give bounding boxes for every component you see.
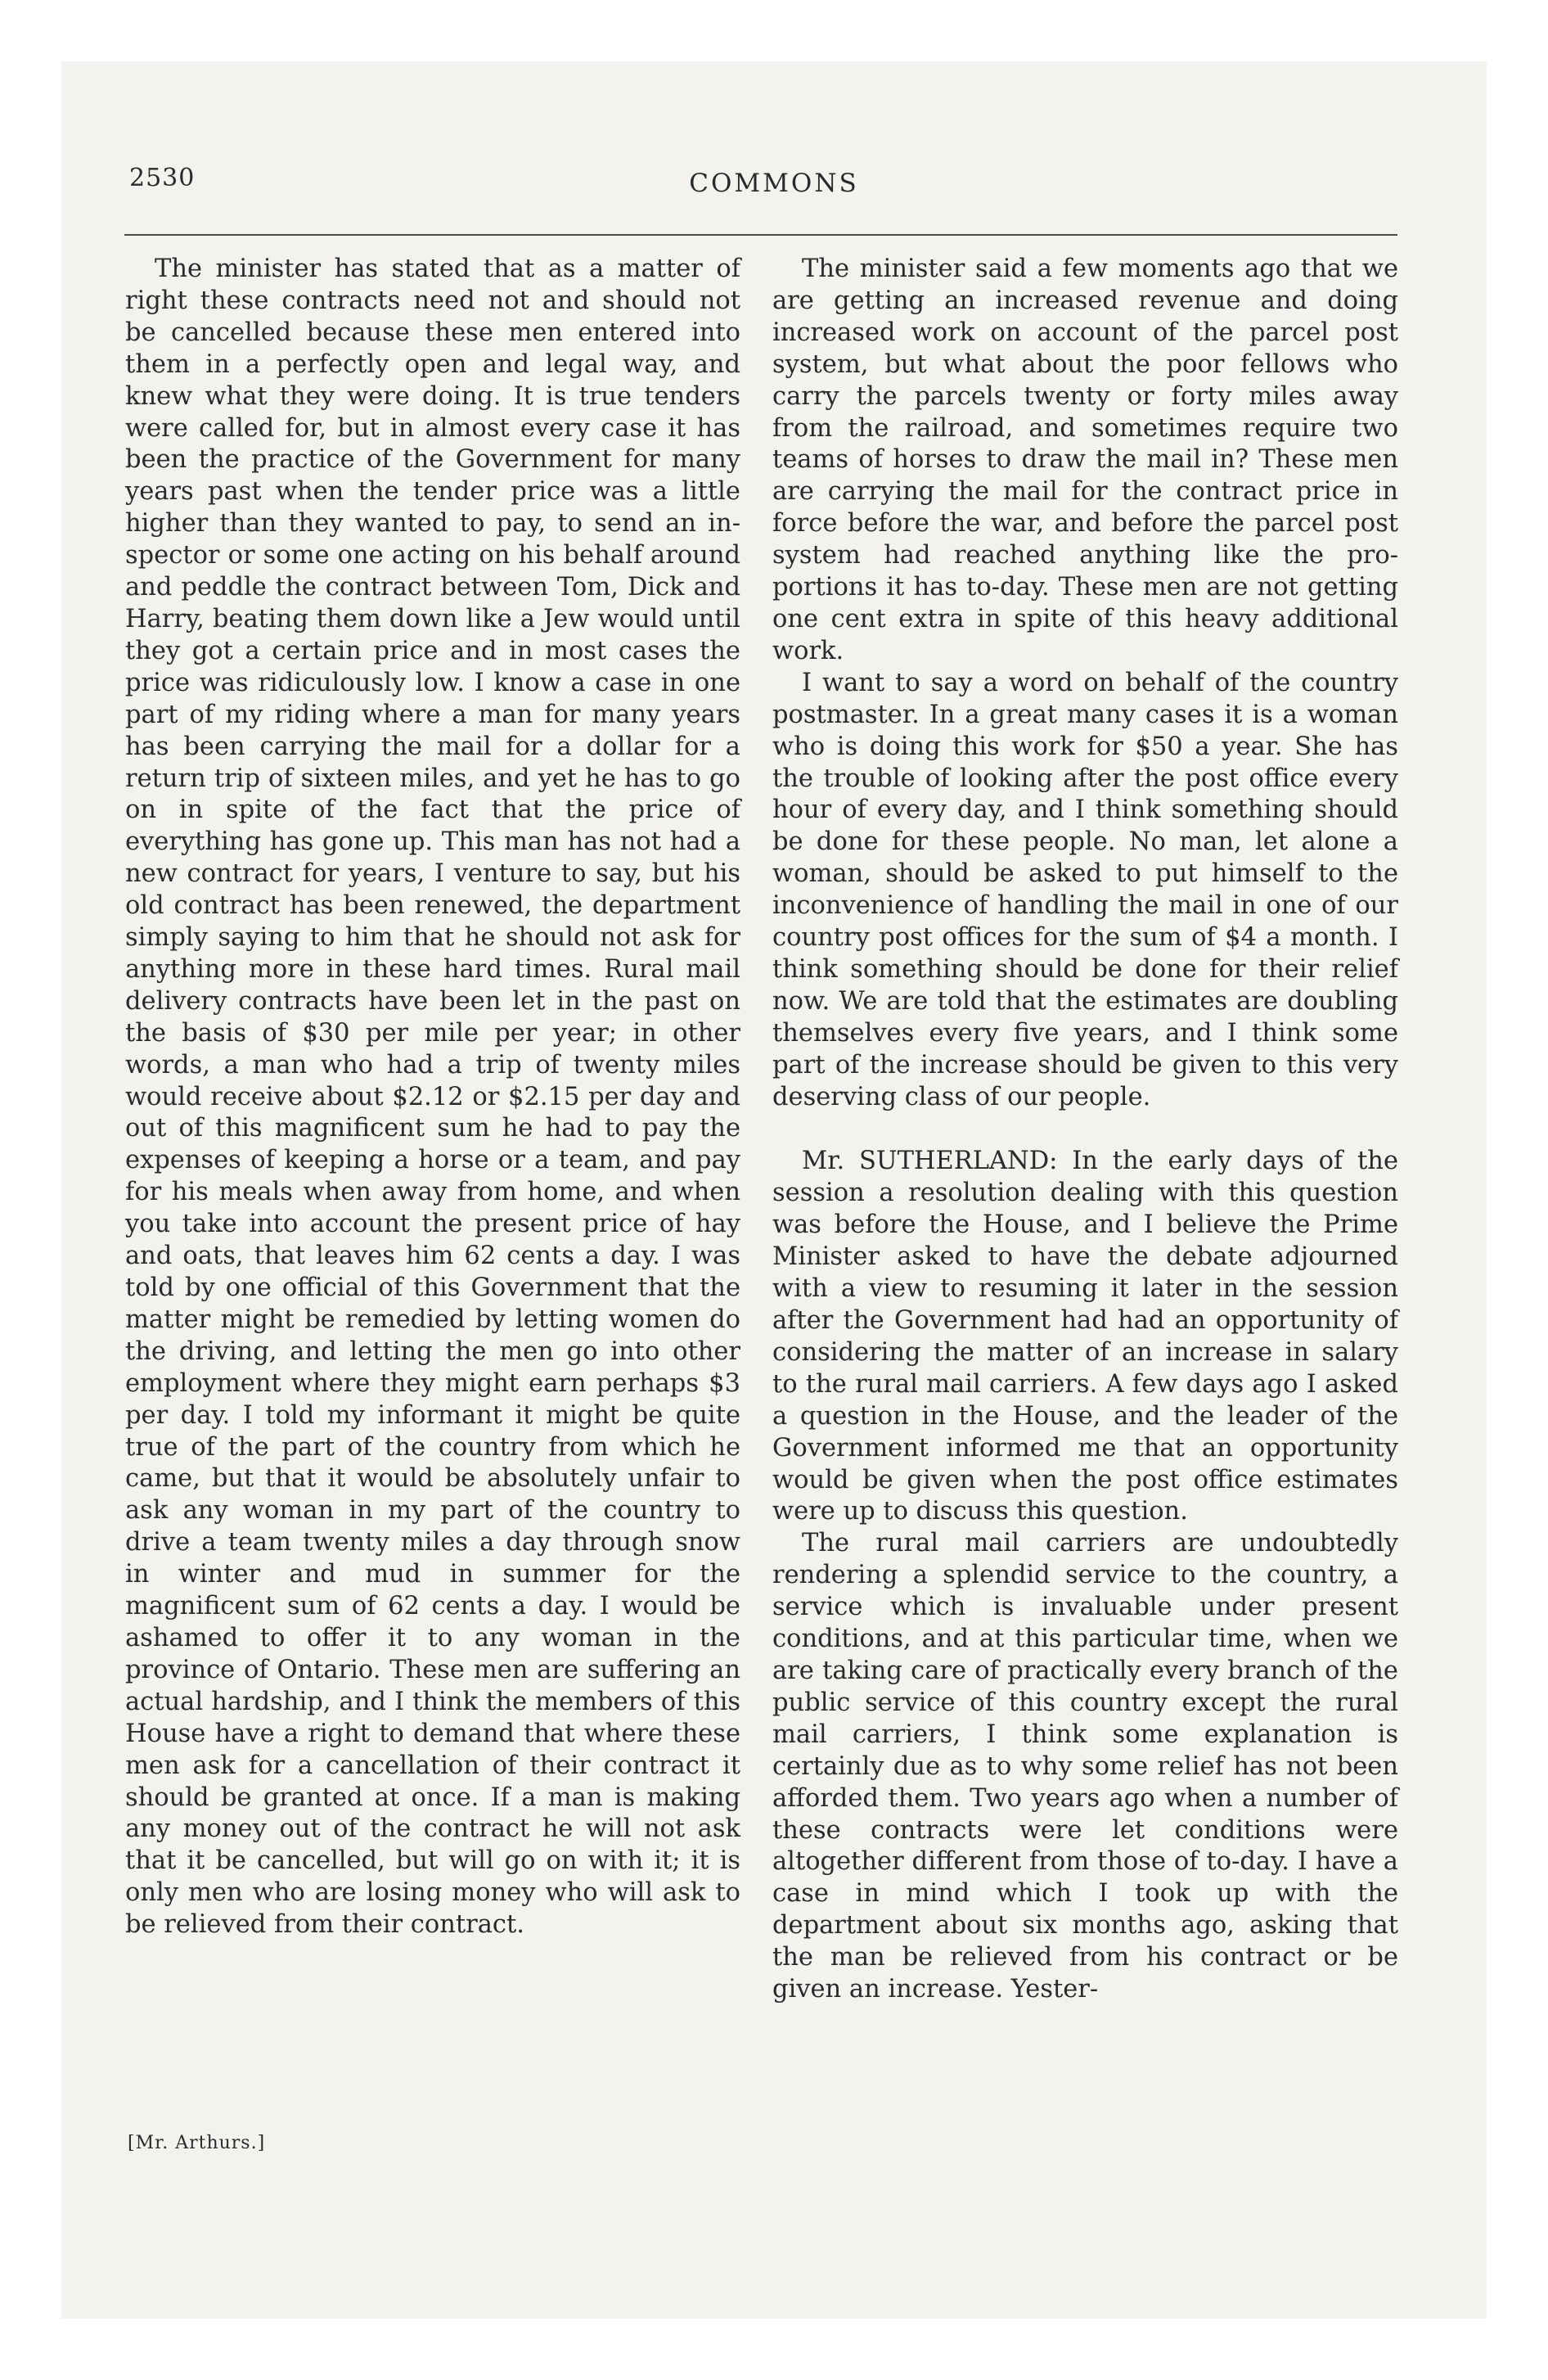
speaker-attribution: [Mr. Arthurs.]: [128, 2133, 266, 2153]
running-head: COMMONS: [689, 169, 859, 198]
paragraph: The minister said a few moments ago that we are getting an increased revenue and doing increased work on account of the parcel post system, but what about the poor fellows who carry the parcels twenty or forty miles away from the railroad, and sometimes require two teams of horses to draw the mail in? These men are carrying the mail for the contract price in force before the war, and before the parcel post system had reached anything like the proportions it has to-day. These men are not getting one cent extra in spite of this heavy additional work.: [772, 255, 1398, 665]
paragraph: The rural mail carriers are undoubtedly rendering a splendid service to the country, a service which is invaluable under present conditions, and at this particular time, when we are taking care of practically every branch of the public service of this country except the rural mail carriers, I think some explanation is certainly due as to why some relief has not been afforded them. Two years ago when a number of these contracts were let conditions were altogether different from those of to-day. I have a case in mind which I took up with the department about six months ago, asking that the man be relieved from his contract or be given an increase. Yester-: [772, 1529, 1398, 2004]
paragraph: Mr. SUTHERLAND: In the early days of the session a resolution dealing with this question was before the House, and I believe the Prime Minister asked to have the debate adjourned with a view to resuming it later in the session after the Government had had an opportunity of considering the matter of an increase in salary to the rural mail carriers. A few days ago I asked a question in the House, and the leader of the Government informed me that an opportunity would be given when the post office estimates were up to discuss this question.: [772, 1147, 1398, 1526]
page-number: 2530: [129, 164, 196, 192]
right-column: [772, 254, 1398, 2006]
paragraph: I want to say a word on behalf of the country postmaster. In a great many cases it is a woman who is doing this work for $50 a year. She has the trouble of looking after the post office every hour of every day, and I think something should be done for these people. No man, let alone a woman, should be asked to put himself to the inconvenience of handling the mail in one of our country post offices for the sum of $4 a month. I think something should be done for their relief now. We are told that the estimates are doubling themselves every five years, and I think some part of the increase should be given to this very deserving class of our people.: [772, 668, 1398, 1111]
header-rule: [124, 234, 1397, 236]
left-column: [125, 254, 740, 1941]
paragraph: The minister has stated that as a matter of right these contracts need not and should not be cancelled because these men entered into them in a perfectly open and legal way, and knew what they were doing. It is true tenders were called for, but in almost every case it has been the practice of the Government for many years past when the tender price was a little higher than they wanted to pay, to send an inspector or some one acting on his behalf around and peddle the contract between Tom, Dick and Harry, beating them down like a Jew would until they got a certain price and in most cases the price was ridiculously low. I know a case in one part of my riding where a man for many years has been carrying the mail for a dollar for a return trip of sixteen miles, and yet he has to go on in spite of the fact that the price of everything has gone up. This man has not had a new contract for years, I venture to say, but his old contract has been renewed, the department simply saying to him that he should not ask for anything more in these hard times. Rural mail delivery contracts have been let in the past on the basis of $30 per mile per year; in other words, a man who had a trip of twenty miles would receive about $2.12 or $2.15 per day and out of this magnificent sum he had to pay the expenses of keeping a horse or a team, and pay for his meals when away from home, and when you take into account the present price of hay and oats, that leaves him 62 cents a day. I was told by one official of this Government that the matter might be remedied by letting women do the driving, and letting the men go into other employment where they might earn perhaps $3 per day. I told my informant it might be quite true of the part of the country from which he came, but that it would be absolutely unfair to ask any woman in my part of the country to drive a team twenty miles a day through snow in winter and mud in summer for the magnificent sum of 62 cents a day. I would be ashamed to offer it to any woman in the province of Ontario. These men are suffering an actual hardship, and I think the members of this House have a right to demand that where these men ask for a cancellation of their contract it should be granted at once. If a man is making any money out of the contract he will not ask that it be cancelled, but will go on with it; it is only men who are losing money who will ask to be relieved from their contract.: [125, 255, 740, 1940]
